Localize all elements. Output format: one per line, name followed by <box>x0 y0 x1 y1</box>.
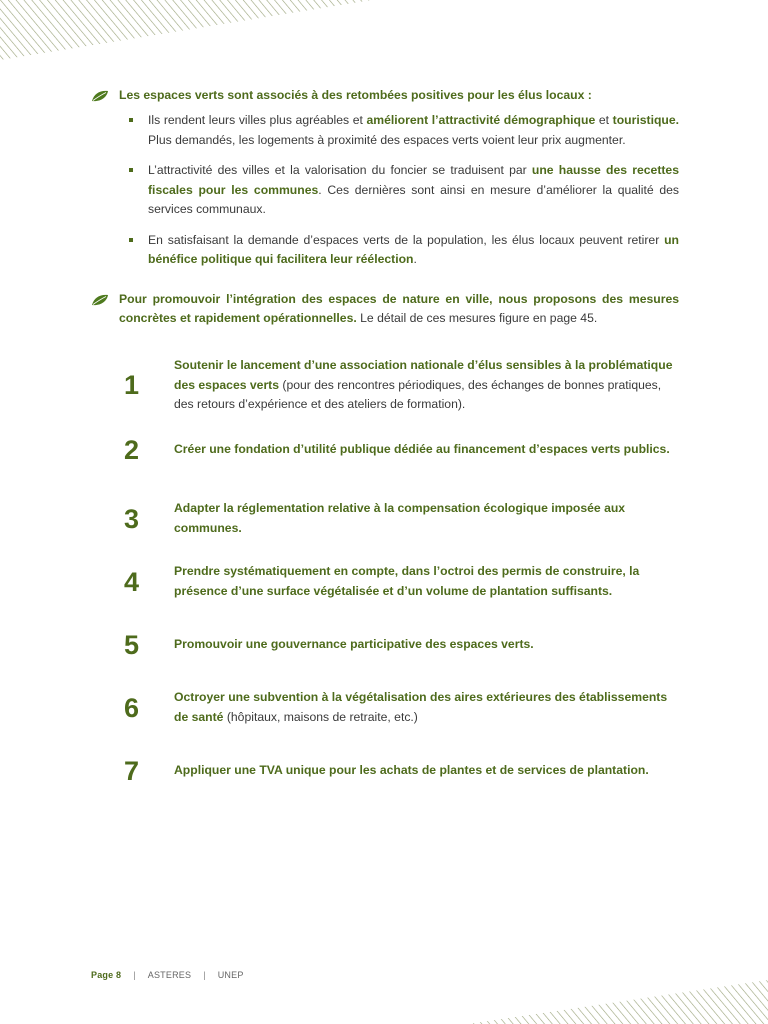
measure-number: 5 <box>124 630 140 660</box>
measure-7 <box>124 756 684 786</box>
measure-5 <box>124 630 684 660</box>
benefit-list <box>91 111 679 270</box>
section-heading-proposals: Pour promouvoir l’intégration des espaces de nature en ville, nous proposons des mesures concrètes et rapidement opérationnelles. Le détail de ces mesures figure en page 45. <box>119 292 679 325</box>
measure-text: Soutenir le lancement d’une association nationale d’élus sensibles à la problématique des espaces verts (pour des rencontres périodiques, des échanges de bonnes pratiques, des retours d’expérience et des ateliers de formation). <box>174 358 673 411</box>
measure-number: 7 <box>124 756 140 786</box>
measure-text: Octroyer une subvention à la végétalisation des aires extérieures des établissements de santé (hôpitaux, maisons de retraite, etc.) <box>174 690 668 724</box>
measure-4 <box>124 562 684 601</box>
measure-text: Prendre systématiquement en compte, dans l’octroi des permis de construire, la présence d’une surface végétalisée et d’un volume de plantation suffisants. <box>174 564 640 598</box>
section-benefits <box>91 86 679 281</box>
measure-2 <box>124 435 684 465</box>
measure-number: 6 <box>124 692 140 723</box>
leaf-icon <box>91 294 109 306</box>
decorative-hatch-bottom <box>468 980 768 1024</box>
measure-6 <box>124 688 684 727</box>
measure-text: Appliquer une TVA unique pour les achats de plantes et de services de plantation. <box>174 763 649 778</box>
footer-separator: | <box>203 970 206 980</box>
list-item: L’attractivité des villes et la valorisation du foncier se traduisent par une hausse des recettes fiscales pour les communes. Ces dernières sont ainsi en mesure d’améliorer la qualité des services communaux. <box>129 161 679 220</box>
measure-text: Promouvoir une gouvernance participative des espaces verts. <box>174 637 534 652</box>
measure-number: 2 <box>124 435 140 465</box>
leaf-icon <box>91 90 109 102</box>
measure-number: 4 <box>124 566 140 597</box>
section-heading-benefits: Les espaces verts sont associés à des retombées positives pour les élus locaux : <box>119 88 592 102</box>
measure-3 <box>124 499 684 538</box>
measure-text: Créer une fondation d’utilité publique dédiée au financement d’espaces verts publics. <box>174 442 670 457</box>
measure-number: 3 <box>124 503 140 534</box>
measure-number: 1 <box>124 370 140 401</box>
list-item: En satisfaisant la demande d’espaces verts de la population, les élus locaux peuvent retirer un bénéfice politique qui facilitera leur réélection. <box>129 231 679 270</box>
measure-1 <box>124 356 684 415</box>
page-footer <box>91 970 244 980</box>
section-proposals <box>91 290 679 328</box>
footer-org-unep: UNEP <box>217 970 244 980</box>
list-item: Ils rendent leurs villes plus agréables et améliorent l’attractivité démographique et touristique. Plus demandés, les logements à proximité des espaces verts voient leur prix augmenter. <box>129 111 679 150</box>
page-number: Page 8 <box>91 970 122 980</box>
footer-separator: | <box>133 970 136 980</box>
measure-text: Adapter la réglementation relative à la compensation écologique imposée aux communes. <box>174 501 626 535</box>
footer-org-asteres: ASTERES <box>147 970 192 980</box>
decorative-hatch-top <box>0 0 372 60</box>
